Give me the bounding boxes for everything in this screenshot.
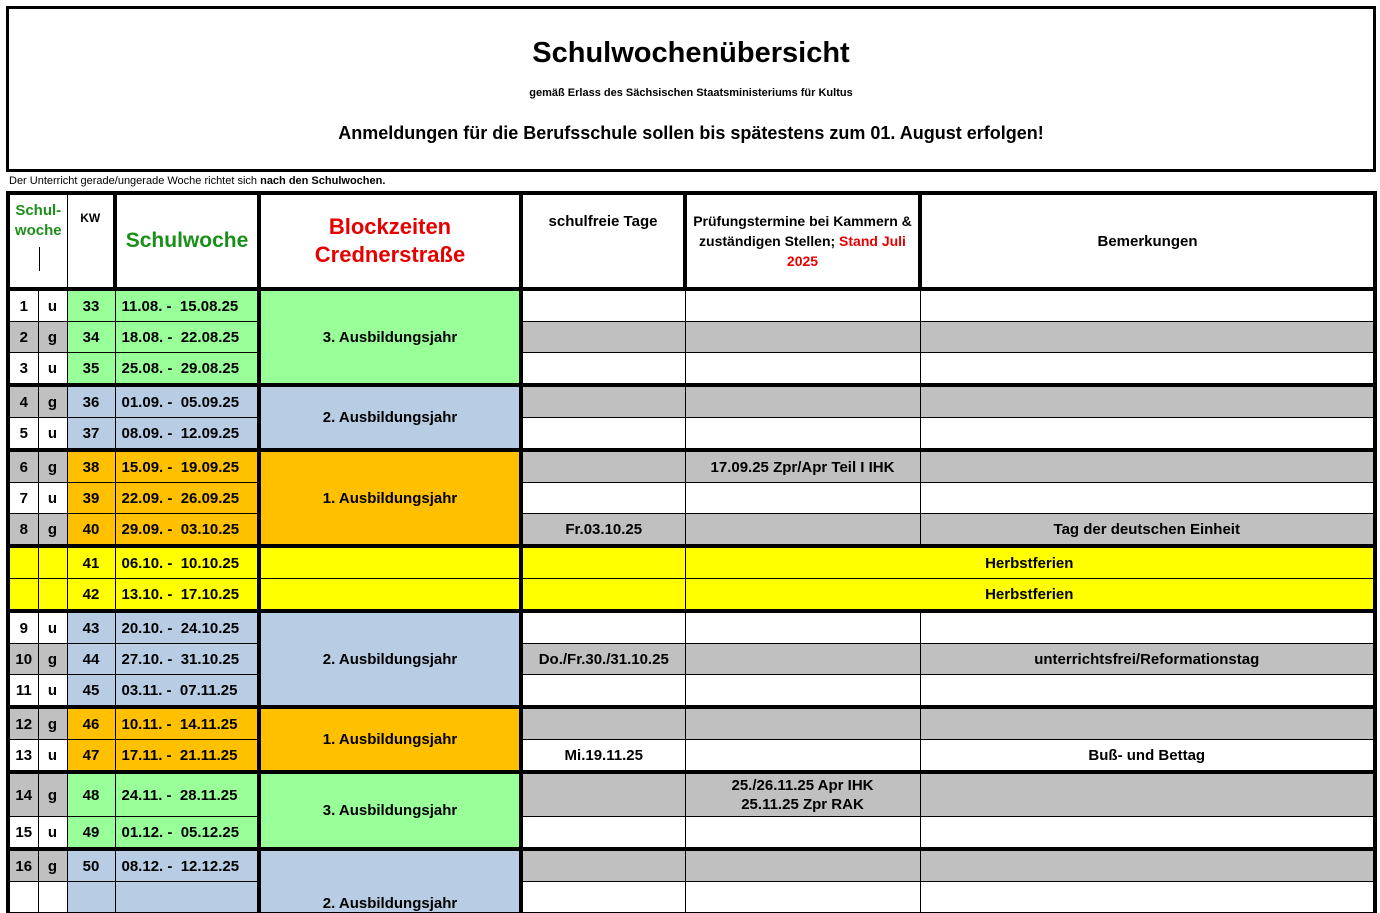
header-blockzeiten: Blockzeiten Crednerstraße xyxy=(259,193,521,289)
date-range: 01.12. - 05.12.25 xyxy=(115,817,259,850)
date-range: 17.11. - 21.11.25 xyxy=(115,740,259,773)
date-range: 03.11. - 07.11.25 xyxy=(115,675,259,708)
week-number: 8 xyxy=(8,514,38,547)
block-period: 3. Ausbildungsjahr xyxy=(259,772,521,849)
date-range: 13.10. - 17.10.25 xyxy=(115,579,259,612)
date-range: 01.09. - 05.09.25 xyxy=(115,385,259,418)
block-period xyxy=(259,579,521,612)
week-parity: g xyxy=(38,450,67,483)
block-period: 3. Ausbildungsjahr xyxy=(259,289,521,385)
table-row xyxy=(8,514,1375,547)
table-row xyxy=(8,385,1375,418)
remark xyxy=(920,289,1375,322)
schoolfree-day xyxy=(521,772,685,817)
schoolfree-day xyxy=(521,385,685,418)
calendar-week: 42 xyxy=(67,579,115,612)
week-parity xyxy=(38,882,67,913)
week-parity xyxy=(38,546,67,579)
remark xyxy=(920,450,1375,483)
calendar-week: 50 xyxy=(67,849,115,882)
week-number: 9 xyxy=(8,611,38,644)
calendar-week: 48 xyxy=(67,772,115,817)
week-parity: g xyxy=(38,514,67,547)
week-number: 13 xyxy=(8,740,38,773)
schoolfree-day xyxy=(521,289,685,322)
week-number: 6 xyxy=(8,450,38,483)
exam-date xyxy=(685,353,920,386)
week-parity: u xyxy=(38,611,67,644)
remark: Buß- und Bettag xyxy=(920,740,1375,773)
week-number: 12 xyxy=(8,707,38,740)
calendar-week xyxy=(67,882,115,913)
header-schulwoche: Schulwoche xyxy=(115,193,259,289)
week-number: 3 xyxy=(8,353,38,386)
block-period: 2. Ausbildungsjahr xyxy=(259,385,521,450)
week-parity: g xyxy=(38,385,67,418)
calendar-week: 47 xyxy=(67,740,115,773)
week-parity: g xyxy=(38,772,67,817)
week-parity: g xyxy=(38,707,67,740)
schoolfree-day: Do./Fr.30./31.10.25 xyxy=(521,644,685,675)
calendar-week: 45 xyxy=(67,675,115,708)
calendar-week: 35 xyxy=(67,353,115,386)
table-row xyxy=(8,772,1375,817)
remark xyxy=(920,418,1375,451)
week-number: 14 xyxy=(8,772,38,817)
table-row-holiday xyxy=(8,546,1375,579)
date-range: 10.11. - 14.11.25 xyxy=(115,707,259,740)
table-row xyxy=(8,675,1375,708)
week-parity: u xyxy=(38,675,67,708)
date-range: 18.08. - 22.08.25 xyxy=(115,322,259,353)
table-row xyxy=(8,644,1375,675)
schoolfree-day xyxy=(521,353,685,386)
calendar-week: 40 xyxy=(67,514,115,547)
exam-date xyxy=(685,385,920,418)
remark: Tag der deutschen Einheit xyxy=(920,514,1375,547)
exam-date xyxy=(685,675,920,708)
block-period: 2. Ausbildungsjahr xyxy=(259,849,521,913)
exam-date xyxy=(685,817,920,850)
week-number: 10 xyxy=(8,644,38,675)
table-row xyxy=(8,817,1375,850)
page-title: Schulwochenübersicht xyxy=(532,37,850,69)
school-weeks-table xyxy=(6,191,1377,913)
date-range xyxy=(115,882,259,913)
remark xyxy=(920,611,1375,644)
schoolfree-day xyxy=(521,483,685,514)
date-range: 08.09. - 12.09.25 xyxy=(115,418,259,451)
registration-notice: Anmeldungen für die Berufsschule sollen bis spätestens zum 01. August erfolgen! xyxy=(338,123,1044,143)
schoolfree-day xyxy=(521,322,685,353)
week-parity: g xyxy=(38,849,67,882)
header-schulfreie-tage: schulfreie Tage xyxy=(521,193,685,289)
exam-date xyxy=(685,740,920,773)
week-parity: u xyxy=(38,483,67,514)
schoolfree-day: Mi.19.11.25 xyxy=(521,740,685,773)
table-row xyxy=(8,611,1375,644)
table-row xyxy=(8,418,1375,451)
schoolfree-day xyxy=(521,450,685,483)
calendar-week: 46 xyxy=(67,707,115,740)
table-row xyxy=(8,740,1375,773)
week-number: 2 xyxy=(8,322,38,353)
table-row xyxy=(8,353,1375,386)
holiday-label: Herbstferien xyxy=(685,579,1375,612)
block-period: 2. Ausbildungsjahr xyxy=(259,611,521,707)
schoolfree-day xyxy=(521,707,685,740)
remark xyxy=(920,322,1375,353)
date-range: 06.10. - 10.10.25 xyxy=(115,546,259,579)
remark xyxy=(920,385,1375,418)
table-row xyxy=(8,450,1375,483)
exam-date xyxy=(685,707,920,740)
week-note-text: Der Unterricht gerade/ungerade Woche richtet sich xyxy=(9,175,261,187)
table-row xyxy=(8,289,1375,322)
remark xyxy=(920,353,1375,386)
title-box xyxy=(6,6,1376,172)
calendar-week: 36 xyxy=(67,385,115,418)
week-number xyxy=(8,579,38,612)
calendar-week: 49 xyxy=(67,817,115,850)
calendar-week: 44 xyxy=(67,644,115,675)
date-range: 22.09. - 26.09.25 xyxy=(115,483,259,514)
remark xyxy=(920,849,1375,882)
table-row xyxy=(8,849,1375,882)
remark xyxy=(920,772,1375,817)
calendar-week: 37 xyxy=(67,418,115,451)
schoolfree-day xyxy=(521,579,685,612)
date-range: 27.10. - 31.10.25 xyxy=(115,644,259,675)
page-subtitle: gemäß Erlass des Sächsischen Staatsministeriums für Kultus xyxy=(529,87,853,99)
block-period: 1. Ausbildungsjahr xyxy=(259,450,521,546)
week-number: 15 xyxy=(8,817,38,850)
week-number: 1 xyxy=(8,289,38,322)
schoolfree-day xyxy=(521,817,685,850)
calendar-week: 41 xyxy=(67,546,115,579)
header-row xyxy=(8,193,1375,289)
remark xyxy=(920,483,1375,514)
exam-date xyxy=(685,882,920,913)
header-pruefungstermine: Prüfungstermine bei Kammern & zuständigen Stellen; Stand Juli 2025 xyxy=(685,193,920,289)
exam-date xyxy=(685,644,920,675)
holiday-label: Herbstferien xyxy=(685,546,1375,579)
exam-date: 25./26.11.25 Apr IHK 25.11.25 Zpr RAK xyxy=(685,772,920,817)
date-range: 11.08. - 15.08.25 xyxy=(115,289,259,322)
remark xyxy=(920,675,1375,708)
week-number xyxy=(8,882,38,913)
week-parity: u xyxy=(38,817,67,850)
block-period xyxy=(259,546,521,579)
week-parity: u xyxy=(38,289,67,322)
date-range: 25.08. - 29.08.25 xyxy=(115,353,259,386)
exam-date xyxy=(685,483,920,514)
week-number: 16 xyxy=(8,849,38,882)
table-row-holiday xyxy=(8,579,1375,612)
remark xyxy=(920,707,1375,740)
exam-date xyxy=(685,289,920,322)
calendar-week: 34 xyxy=(67,322,115,353)
exam-date xyxy=(685,418,920,451)
week-parity: g xyxy=(38,322,67,353)
schoolfree-day xyxy=(521,882,685,913)
week-number xyxy=(8,546,38,579)
date-range: 15.09. - 19.09.25 xyxy=(115,450,259,483)
header-schulwoche-nr: Schul- woche xyxy=(8,193,67,289)
exam-date xyxy=(685,849,920,882)
schoolfree-day xyxy=(521,611,685,644)
week-note-bold: nach den Schulwochen. xyxy=(260,175,386,187)
table-row xyxy=(8,707,1375,740)
week-number: 11 xyxy=(8,675,38,708)
date-range: 24.11. - 28.11.25 xyxy=(115,772,259,817)
week-number: 5 xyxy=(8,418,38,451)
schoolfree-day xyxy=(521,546,685,579)
week-number: 4 xyxy=(8,385,38,418)
schoolfree-day xyxy=(521,418,685,451)
week-parity: u xyxy=(38,418,67,451)
exam-date xyxy=(685,514,920,547)
calendar-week: 33 xyxy=(67,289,115,322)
header-bemerkungen: Bemerkungen xyxy=(920,193,1375,289)
schoolfree-day: Fr.03.10.25 xyxy=(521,514,685,547)
exam-date xyxy=(685,611,920,644)
remark xyxy=(920,882,1375,913)
week-number: 7 xyxy=(8,483,38,514)
schoolfree-day xyxy=(521,675,685,708)
week-parity: u xyxy=(38,740,67,773)
calendar-week: 38 xyxy=(67,450,115,483)
date-range: 08.12. - 12.12.25 xyxy=(115,849,259,882)
block-period: 1. Ausbildungsjahr xyxy=(259,707,521,772)
calendar-week: 43 xyxy=(67,611,115,644)
table-row xyxy=(8,483,1375,514)
date-range: 20.10. - 24.10.25 xyxy=(115,611,259,644)
exam-date: 17.09.25 Zpr/Apr Teil I IHK xyxy=(685,450,920,483)
week-note xyxy=(9,175,385,187)
table-row xyxy=(8,882,1375,913)
week-parity xyxy=(38,579,67,612)
week-parity: g xyxy=(38,644,67,675)
header-kw: KW xyxy=(67,193,115,289)
calendar-week: 39 xyxy=(67,483,115,514)
week-parity: u xyxy=(38,353,67,386)
table-row xyxy=(8,322,1375,353)
exam-date xyxy=(685,322,920,353)
schoolfree-day xyxy=(521,849,685,882)
remark: unterrichtsfrei/Reformationstag xyxy=(920,644,1375,675)
remark xyxy=(920,817,1375,850)
date-range: 29.09. - 03.10.25 xyxy=(115,514,259,547)
